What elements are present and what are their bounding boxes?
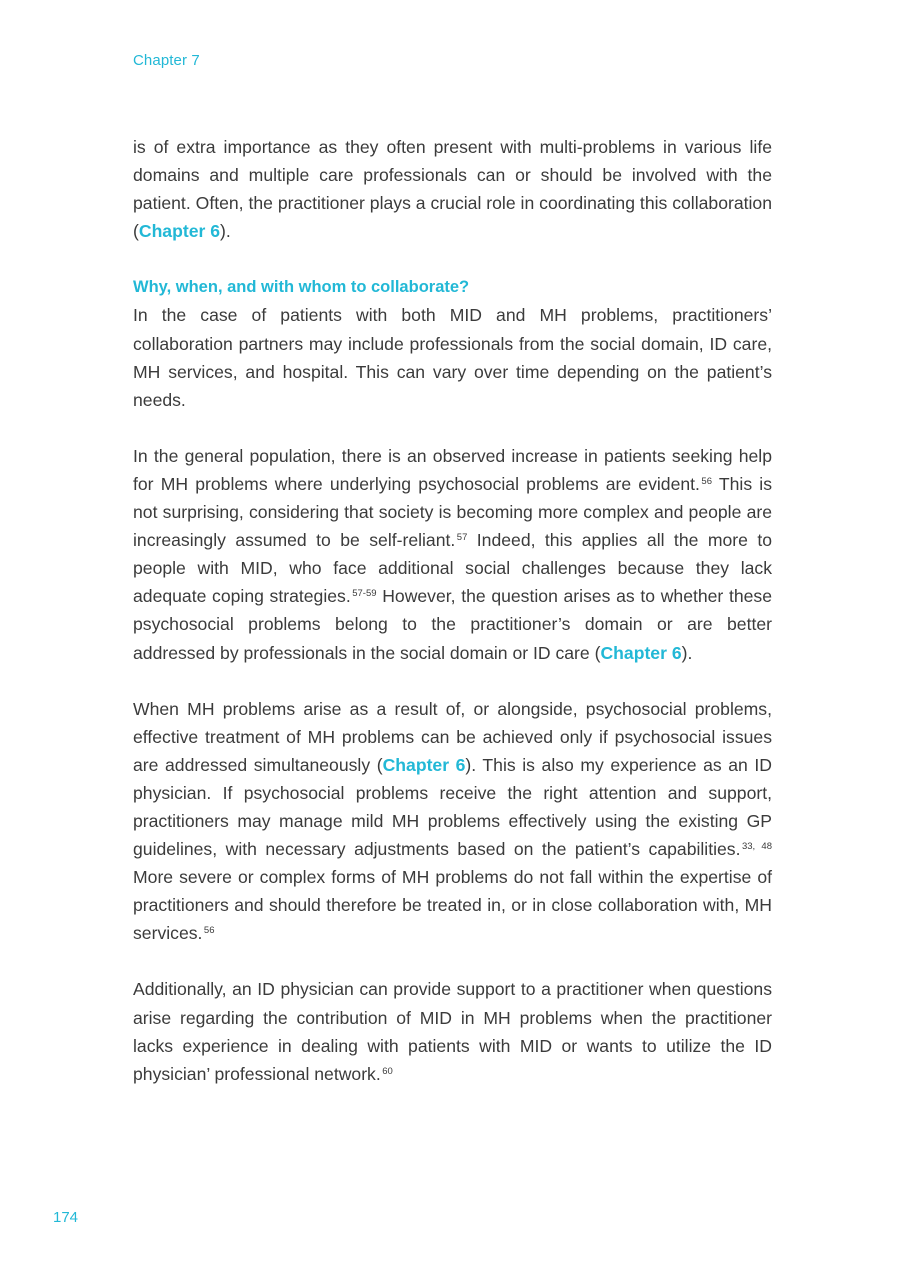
section-heading: Why, when, and with whom to collaborate?: [133, 278, 470, 297]
paragraph-text: ). This is also my experience as an ID physician. If psychosocial problems receive the right attention and support, practitioners may manage mild MH problems effectively using the existing GP guidelines, with necessary adjustments based on the patient’s capabilities.: [133, 754, 772, 860]
paragraph-text: However, the question arises as to whether these psychosocial problems belong to the practitioner’s domain or are better addressed by professionals in the social domain or ID care (: [133, 586, 772, 663]
reference-citation: 57-59: [352, 588, 377, 600]
reference-citation: 56: [701, 475, 712, 487]
paragraph-text: ).: [220, 221, 231, 242]
paragraph-psychosocial-problems: [133, 695, 772, 948]
reference-citation: 56: [203, 925, 215, 937]
paragraph-text: More severe or complex forms of MH problems do not fall within the expertise of practitioners and should therefore be treated in, or in close collaboration with, MH services.: [133, 867, 772, 944]
paragraph-collaboration-partners: [133, 301, 772, 413]
running-head: Chapter 7: [133, 52, 200, 69]
paragraph-text: Additionally, an ID physician can provide support to a practitioner when questions arise regarding the contribution of MID in MH problems when the practitioner lacks experience in dealing with patients with MID or wants to utilize the ID physician’ professional network.: [133, 979, 772, 1084]
paragraph-general-population: [133, 442, 772, 667]
paragraph-text: In the case of patients with both MID and MH problems, practitioners’ collaboration partners may include professionals from the social domain, ID care, MH services, and hospital. This can vary over time depending on the patient’s needs.: [133, 305, 772, 410]
paragraph-text: Indeed, this applies all the more to people with MID, who face additional social challenges because they lack adequate coping strategies.: [133, 530, 773, 607]
chapter-cross-reference-link[interactable]: Chapter 6: [382, 754, 466, 775]
chapter-cross-reference-link[interactable]: Chapter 6: [600, 642, 682, 663]
page-number: 174: [53, 1209, 79, 1226]
paragraph-text: In the general population, there is an observed increase in patients seeking help for MH problems where underlying psychosocial problems are evident.: [133, 445, 772, 494]
paragraph-continued: [133, 133, 772, 245]
reference-citation: 60: [382, 1065, 393, 1077]
reference-citation: 57: [456, 532, 468, 544]
paragraph-text: When MH problems arise as a result of, or alongside, psychosocial problems, effective treatment of MH problems can be achieved only if psychosocial issues are addressed simultaneously (: [133, 698, 772, 775]
chapter-cross-reference-link[interactable]: Chapter 6: [138, 221, 221, 242]
paragraph-id-physician-support: [133, 975, 772, 1087]
paragraph-text: is of extra importance as they often present with multi-problems in various life domains and multiple care professionals can or should be involved with the patient. Often, the practitioner plays a crucial role in coordinating this collaboration (: [133, 137, 772, 242]
reference-citation: 33, 48: [741, 841, 772, 853]
paragraph-text: This is not surprising, considering that society is becoming more complex and people are increasingly assumed to be self-reliant.: [133, 473, 772, 551]
main-text: [133, 133, 772, 1116]
paragraph-text: ).: [681, 642, 693, 663]
